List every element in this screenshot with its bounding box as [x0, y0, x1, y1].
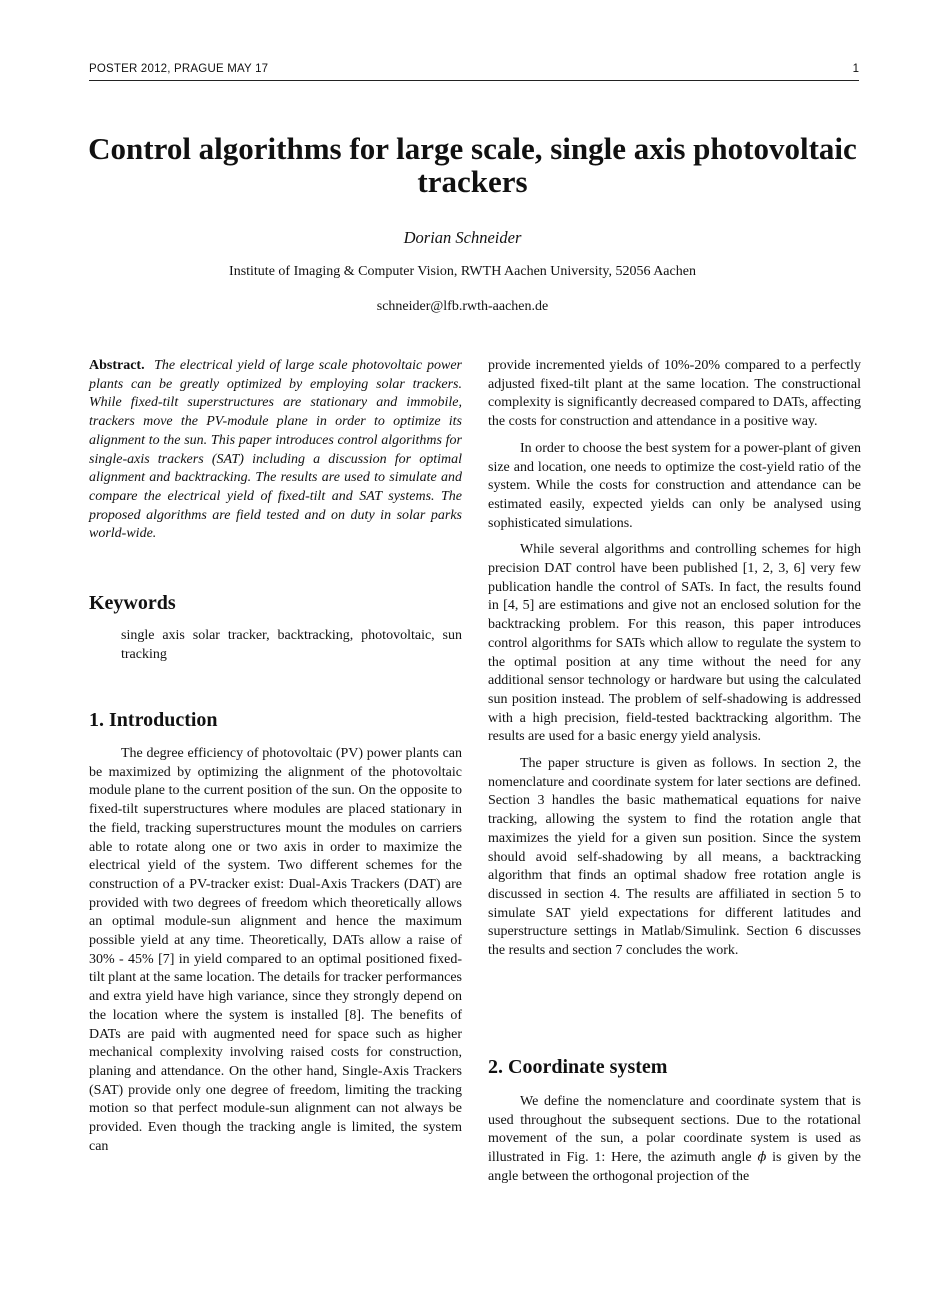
running-header [89, 62, 859, 81]
author-name: Dorian Schneider [403, 228, 522, 247]
keywords-text [121, 627, 462, 664]
paper-title: Control algorithms for large scale, single axis photovoltaic trackers [88, 131, 857, 199]
introduction-column-1 [89, 745, 462, 1156]
introduction-paragraph-1-continued: provide incremented yields of 10%-20% compared to a perfectly adjusted fixed-tilt plant at the same location. The constructional complexity is significantly decreased compared to DATs, affecting the costs for construction and attendance in a positive way. [488, 358, 861, 430]
introduction-paragraph-4: The paper structure is given as follows. In section 2, the nomenclature and coordinate system for later sections are defined. Section 3 handles the basic mathematical equations for naive tracking, allowing the system to find the rotation angle that maximizes the yield for a given sun position. Since the system should avoid self-shadowing by all means, a backtracking algorithm that finds an optimal shadow free rotation angle is discussed in section 4. The results are affiliated in section 5 to simulate SAT yield expectations for different latitudes and superstructure settings in Matlab/Simulink. Section 6 discusses the results and section 7 concludes the work. [488, 756, 861, 959]
introduction-paragraph-3: While several algorithms and controlling schemes for high precision DAT control have been published [1, 2, 3, 6] very few publication handle the control of SATs. In fact, the results found in [4, 5] are estimations and give not an enclosed solution for the backtracking problem. For this reason, this paper introduces control algorithms for SATs which allow to regulate the system to the optimal position at any time without the need for any additional sensor technology or hardware but using the calculated sun position instead. The problem of self-shadowing is addressed with a high precision, field-tested backtracking algorithm. The results are used for a basic energy yield analysis. [488, 542, 861, 745]
coordinate-system-paragraph-1 [488, 1093, 861, 1187]
keywords-list: single axis solar tracker, backtracking, photovoltaic, sun tracking [121, 628, 462, 662]
azimuth-symbol: ϕ [757, 1150, 767, 1166]
author-email: schneider@lfb.rwth-aachen.de [376, 299, 549, 314]
introduction-paragraph-2: In order to choose the best system for a power-plant of given size and location, one needs to optimize the cost-yield ratio of the system. While the costs for construction and attendance can be estimated easily, expected yields can only be analysed using sophisticated simulations. [488, 440, 861, 531]
keywords-heading: Keywords [89, 592, 176, 614]
coordinate-system-section [488, 1093, 861, 1187]
page-number: 1 [852, 63, 859, 75]
author-affiliation: Institute of Imaging & Computer Vision, RWTH Aachen University, 52056 Aachen [229, 264, 696, 279]
introduction-column-2 [488, 357, 861, 961]
coordinate-text-after: is given by the angle between the orthogonal projection of the [488, 1150, 862, 1184]
running-header-title: POSTER 2012, PRAGUE MAY 17 [89, 63, 269, 75]
abstract-label: Abstract. [89, 358, 145, 373]
coordinate-system-heading: 2. Coordinate system [488, 1056, 668, 1078]
abstract [89, 357, 462, 544]
abstract-text: The electrical yield of large scale photovoltaic power plants can be greatly optimized by employing solar trackers. While fixed-tilt superstructures are stationary and immobile, trackers move the PV-module plane in order to optimize its alignment to the sun. This paper introduces control algorithms for single-axis trackers (SAT) including a discussion for optimal alignment and backtracking. The results are used to simulate and compare the electrical yield of fixed-tilt and SAT systems. The proposed algorithms are field tested and on duty in solar parks world-wide. [89, 358, 463, 542]
introduction-heading: 1. Introduction [89, 709, 218, 731]
introduction-paragraph-1: The degree efficiency of photovoltaic (PV) power plants can be maximized by optimizing the alignment of the photovoltaic module plane to the current position of the sun. On the opposite to fixed-tilt superstructures where modules are placed stationary in the field, tracking superstructures mount the modules on carriers able to rotate along one or two axis in order to maximize the electrical yield of the system. Two different schemes for the construction of a PV-tracker exist: Dual-Axis Trackers (DAT) are provided with two degrees of freedom which theoretically allows an optimal module-sun alignment and hence the maximum possible yield at any time. Theoretically, DATs allow a raise of 30% - 45% [7] in yield compared to an optimal positioned fixed-tilt plant at the same location. The details for tracker performances and extra yield have high variance, since they strongly depend on the location where the system is installed [8]. The benefits of DATs are paid with augmented need for space such as higher mechanical complexity involving raised costs for construction, planing and attendance. On the other hand, Single-Axis Trackers (SAT) provide only one degree of freedom, limiting the tracking motion so that perfect module-sun alignment can not always be provided. Even though the tracking angle is limited, the system can [89, 746, 462, 1154]
coordinate-text-before: We define the nomenclature and coordinate system that is used throughout the subsequent sections. Due to the rotational movement of the sun, a polar coordinate system is used as illustrated in Fig. 1: Here, the azimuth angle [488, 1094, 861, 1166]
